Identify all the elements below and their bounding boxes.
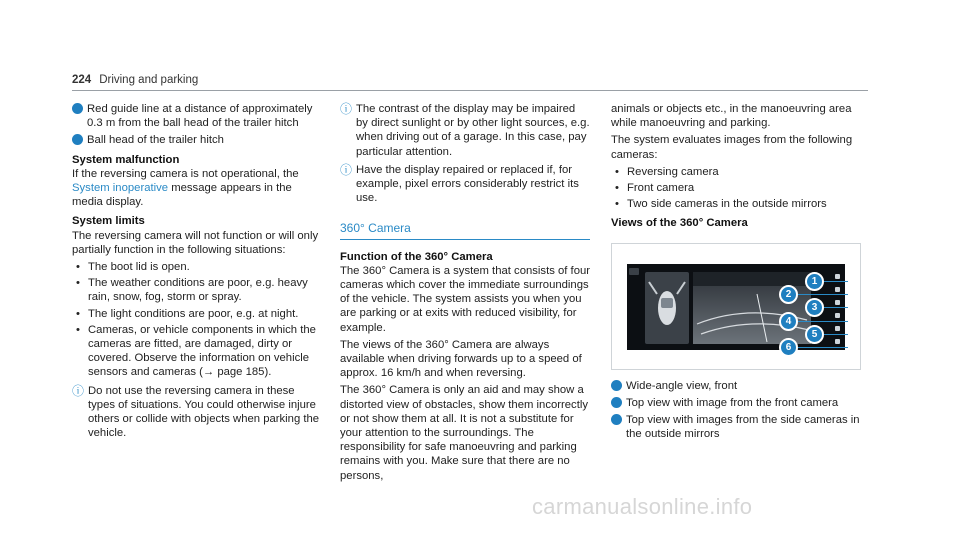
camera-view-icon: [835, 326, 840, 331]
page-header: [72, 73, 198, 87]
number-badge-2: 2: [611, 397, 622, 408]
callout-4: 4: [779, 312, 798, 331]
limits-heading: System limits: [72, 215, 145, 228]
callout-line: [798, 294, 848, 295]
chapter-title: Driving and parking: [99, 74, 199, 86]
list-item: • Reversing camera: [611, 165, 861, 179]
callout-line: [798, 321, 848, 322]
list-item: • The boot lid is open.: [72, 260, 322, 274]
function-paragraph: The views of the 360° Camera are always available when driving forwards up to a speed of approx. 16 km/h and when reversing.: [340, 338, 582, 380]
views-heading: Views of the 360° Camera: [611, 217, 748, 230]
limits-intro: The reversing camera will not function or will only partially function in the following situations:: [72, 229, 319, 256]
list-item: • Two side cameras in the outside mirrors: [611, 197, 861, 211]
section-title-360-camera: 360° Camera: [340, 221, 590, 239]
column-left: [67, 102, 322, 440]
cameras-list: [611, 165, 861, 212]
function-paragraph: The 360° Camera is a system that consists of four cameras which cover the immediate surroundings of the vehicle. The system assists you when you are parking or at exits with reduced visibility, for example.: [340, 264, 591, 334]
info-icon: ⓘ: [72, 383, 85, 398]
function-paragraph: The 360° Camera is only an aid and may show a distorted view of obstacles, show them incorrectly or not show them at all. It is not a substitute for your attention to the surroundings. The responsibility for safe manoeuvring and parking remains with you. Make sure that there are no persons,: [340, 384, 589, 482]
number-badge-2: 2: [72, 103, 83, 114]
legend-item-2: 2 Top view with image from the front camera: [606, 396, 839, 409]
column-right: [606, 102, 861, 444]
header-divider: [72, 90, 868, 91]
list-item: • The weather conditions are poor, e.g. heavy rain, snow, fog, storm or spray.: [72, 276, 322, 304]
camera-display-figure: [611, 243, 861, 370]
callout-line: [824, 334, 848, 335]
camera-view-icon: [835, 339, 840, 344]
column-middle: [340, 102, 590, 486]
list-item: • Cameras, or vehicle components in which the cameras are fitted, are damaged, dirty or covered. Observe the information on vehicle sensors and cameras (→ page 185).: [72, 323, 322, 380]
legend-item-1: 1 Wide-angle view, front: [606, 379, 738, 392]
callout-line: [824, 281, 848, 282]
number-badge-1: 1: [611, 380, 622, 391]
number-badge-3: 3: [72, 134, 83, 145]
list-item: • Front camera: [611, 181, 861, 195]
camera-view-icon: [835, 274, 840, 279]
callout-line: [798, 347, 848, 348]
number-badge-3: 3: [611, 414, 622, 425]
legend-item-3: 3 Ball head of the trailer hitch: [67, 134, 224, 147]
legend-item-2: 2 Red guide line at a distance of approximately 0.3 m from the ball head of the trailer hitch: [67, 103, 313, 130]
continued-paragraph: animals or objects etc., in the manoeuvring area while manoeuvring and parking.: [611, 103, 852, 130]
callout-1: 1: [805, 272, 824, 291]
limits-list: [72, 260, 322, 380]
list-item: • The light conditions are poor, e.g. at night.: [72, 307, 322, 321]
callout-6: 6: [779, 338, 798, 357]
system-inoperative-message: System inoperative: [72, 182, 169, 195]
callout-5: 5: [805, 325, 824, 344]
cameras-intro: The system evaluates images from the following cameras:: [611, 134, 853, 161]
page-number: 224: [72, 74, 92, 86]
malfunction-text: If the reversing camera is not operational, the System inoperative message appears in the media display.: [72, 167, 299, 209]
note-block: ⓘ Have the display repaired or replaced if, for example, pixel errors considerably restrict its use.: [340, 162, 579, 205]
camera-view-icon: [835, 300, 840, 305]
function-heading: Function of the 360° Camera: [340, 250, 493, 263]
malfunction-heading: System malfunction: [72, 153, 180, 166]
note-block: ⓘ Do not use the reversing camera in these types of situations. You could otherwise injure others or collide with objects when parking the vehicle.: [72, 383, 320, 440]
callout-3: 3: [805, 298, 824, 317]
callout-line: [824, 307, 848, 308]
legend-item-3: 3 Top view with images from the side cameras in the outside mirrors: [606, 414, 860, 441]
note-block: ⓘ The contrast of the display may be impaired by direct sunlight or by other light sources, e.g. when driving out of a garage. In this case, pay particular attention.: [340, 102, 590, 158]
camera-view-icon: [835, 287, 840, 292]
info-icon: ⓘ: [340, 102, 353, 116]
camera-view-icon: [835, 313, 840, 318]
watermark: carmanualsonline.info: [532, 494, 753, 519]
info-icon: ⓘ: [340, 162, 353, 177]
callout-2: 2: [779, 285, 798, 304]
